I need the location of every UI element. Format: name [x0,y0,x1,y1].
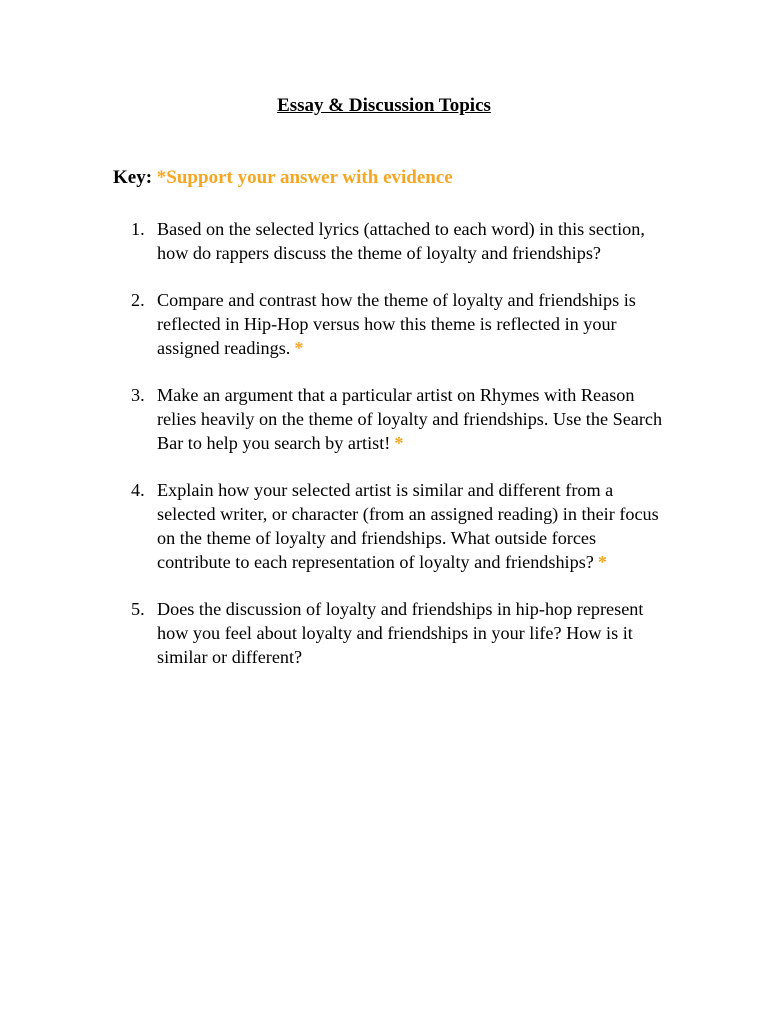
topic-text: Based on the selected lyrics (attached to each word) in this section, how do rappers discuss the theme of loyalty and friendships? [157,219,645,263]
topic-list [131,217,671,692]
evidence-asterisk: * [294,338,304,358]
topic-item-2 [131,288,671,360]
topic-text: Make an argument that a particular artist on Rhymes with Reason relies heavily on the theme of loyalty and friendships. Use the Search Bar to help you search by artist! [157,385,663,453]
topic-item-5 [131,597,671,669]
topic-text: Compare and contrast how the theme of loyalty and friendships is reflected in Hip-Hop versus how this theme is reflected in your assigned readings. [157,290,636,358]
topic-number: 2. [131,290,145,310]
page-title: Essay & Discussion Topics [277,95,491,116]
topic-number: 4. [131,480,145,500]
key-text: *Support your answer with evidence [156,167,453,188]
key-line [113,166,453,190]
topic-item-4 [131,478,671,574]
evidence-asterisk: * [597,552,607,572]
topic-number: 5. [131,599,145,619]
topic-number: 3. [131,385,145,405]
topic-text: Does the discussion of loyalty and friendships in hip-hop represent how you feel about loyalty and friendships in your life? How is it similar or different? [157,599,644,667]
evidence-asterisk: * [394,433,404,453]
topic-item-1 [131,217,671,265]
topic-text: Explain how your selected artist is similar and different from a selected writer, or character (from an assigned reading) in their focus on the theme of loyalty and friendships. What outside forces contribute to each representation of loyalty and friendships? [157,480,659,572]
key-label: Key: [113,167,153,188]
topic-number: 1. [131,219,145,239]
topic-item-3 [131,383,671,455]
